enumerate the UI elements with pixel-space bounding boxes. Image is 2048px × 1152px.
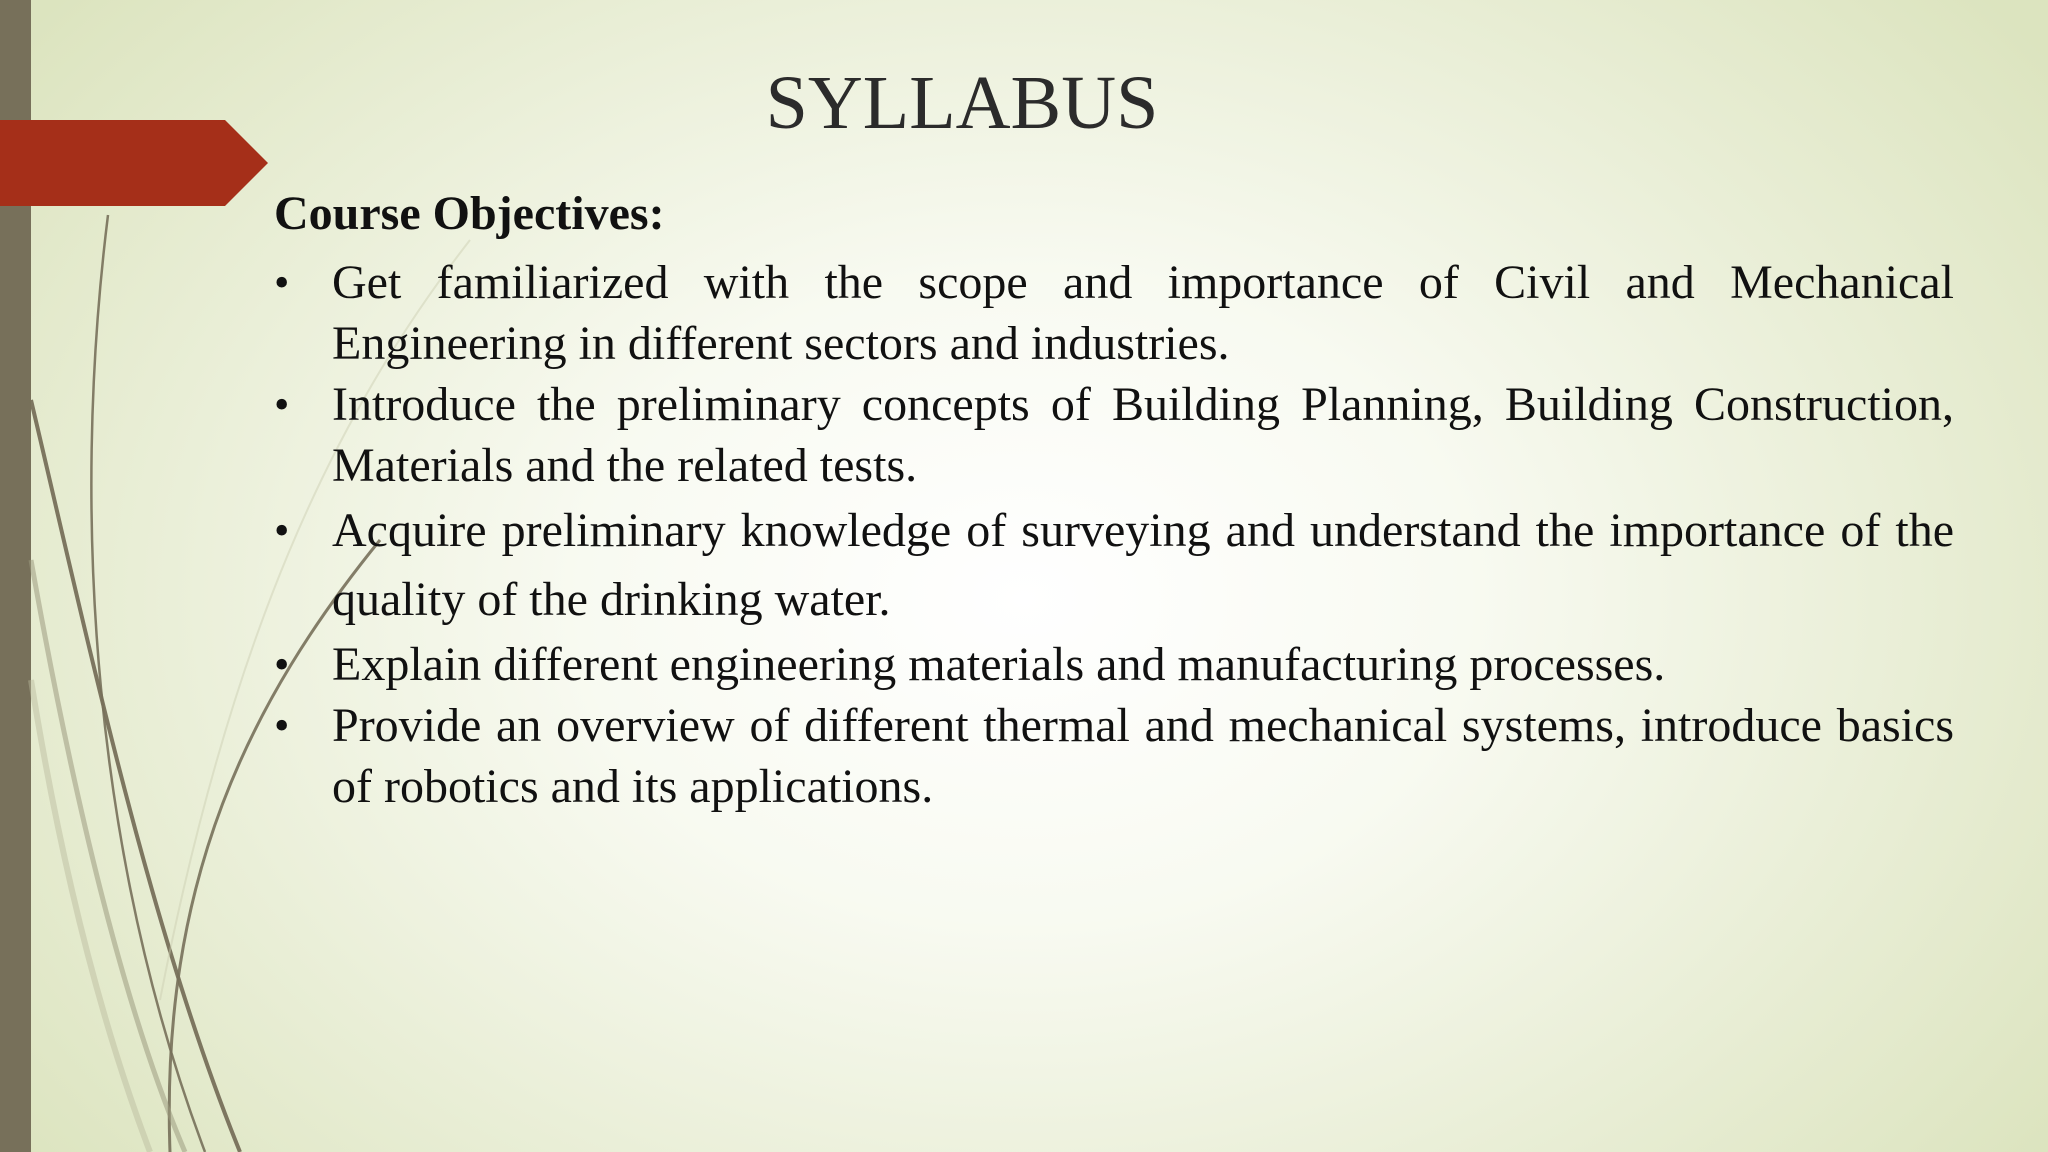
curve-line-2 bbox=[31, 400, 240, 1152]
list-item bbox=[274, 374, 1954, 496]
objective-text: Introduce the preliminary concepts of Building Planning, Building Construction, Materials and the related tests. bbox=[332, 378, 1954, 492]
list-item bbox=[274, 695, 1954, 817]
left-accent-bar bbox=[0, 0, 31, 1152]
slide-title: SYLLABUS bbox=[765, 61, 1159, 145]
objective-text: Provide an overview of different thermal and mechanical systems, introduce basics of robotics and its applications. bbox=[332, 699, 1954, 813]
curve-line-5 bbox=[31, 680, 150, 1152]
bullet-icon: • bbox=[274, 640, 290, 689]
objectives-list bbox=[274, 252, 1954, 817]
course-objectives-heading: Course Objectives: bbox=[274, 187, 665, 240]
bullet-icon: • bbox=[274, 380, 290, 429]
list-item bbox=[274, 496, 1954, 634]
list-item bbox=[274, 252, 1954, 374]
curve-line-1 bbox=[91, 215, 205, 1152]
content-area bbox=[274, 186, 1954, 817]
bullet-icon: • bbox=[274, 506, 290, 555]
list-item bbox=[274, 634, 1954, 695]
objective-text: Get familiarized with the scope and importance of Civil and Mechanical Engineering in different sectors and industries. bbox=[332, 256, 1954, 370]
objective-text: Acquire preliminary knowledge of surveying and understand the importance of the quality of the drinking water. bbox=[332, 504, 1954, 626]
objective-text: Explain different engineering materials and manufacturing processes. bbox=[332, 638, 1666, 691]
bullet-icon: • bbox=[274, 701, 290, 750]
curve-line-4 bbox=[31, 560, 185, 1152]
bullet-icon: • bbox=[274, 258, 290, 307]
